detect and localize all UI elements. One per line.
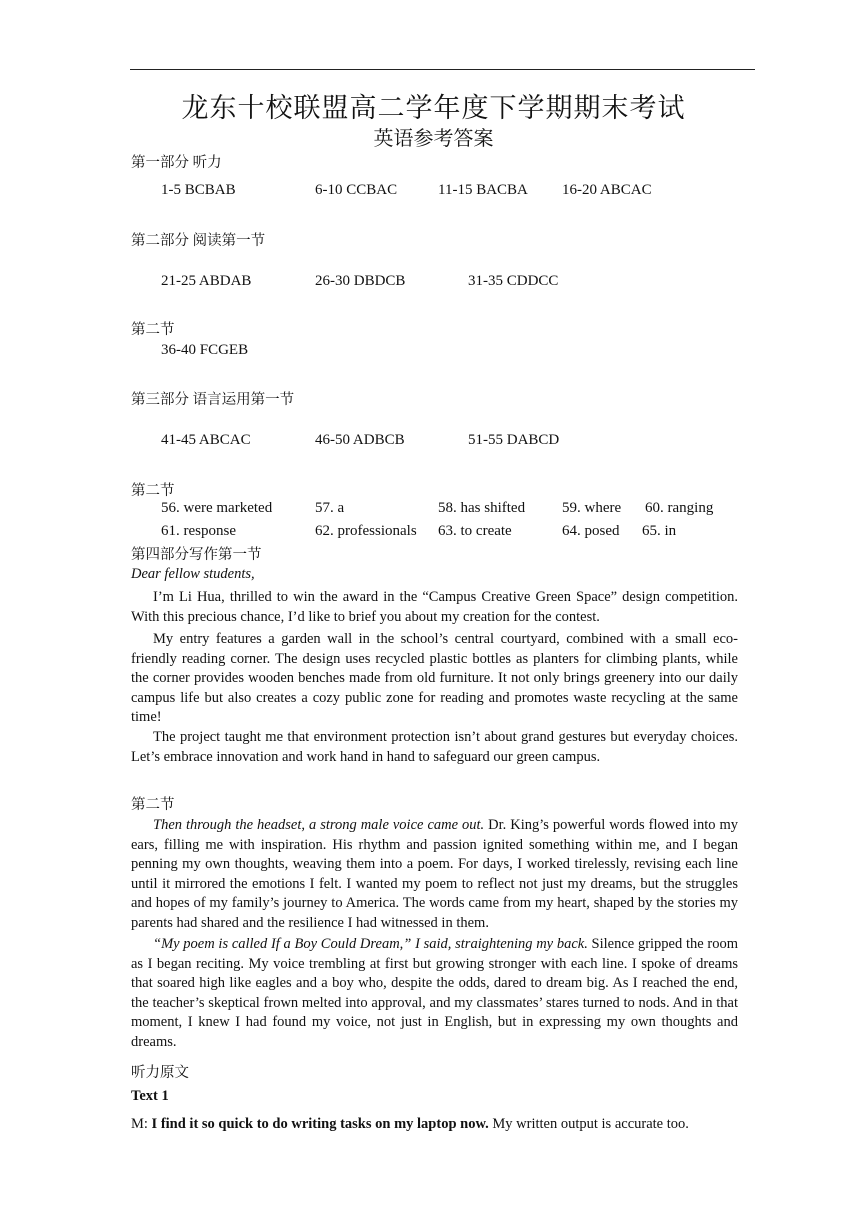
bold-sentence: I find it so quick to do writing tasks on my laptop now. — [151, 1116, 489, 1132]
part3-heading: 第三部分 语言运用第一节 — [131, 392, 295, 408]
fill-answer: 61. response — [161, 523, 236, 539]
answer-group: 41-45 ABCAC — [161, 432, 251, 448]
part4-heading: 第四部分写作第一节 — [131, 547, 262, 563]
speaker-label: M: — [131, 1116, 152, 1132]
fill-answer: 59. where — [562, 500, 622, 516]
fill-answer: 65. in — [642, 523, 677, 539]
answer-group: 16-20 ABCAC — [562, 182, 652, 198]
fill-answer: 56. were marketed — [161, 500, 273, 516]
page-title: 龙东十校联盟高二学年度下学期期末考试 — [181, 93, 686, 123]
transcript-line — [131, 1116, 751, 1133]
transcript-heading: 听力原文 — [131, 1065, 189, 1081]
answer-group: 46-50 ADBCB — [315, 432, 405, 448]
essay-paragraph: I’m Li Hua, thrilled to win the award in the “Campus Creative Green Space” design competition. With this precious chance, I’d like to brief you about my creation for the contest. — [131, 589, 738, 625]
answer-group: 51-55 DABCD — [468, 432, 560, 448]
essay-paragraph: The project taught me that environment protection isn’t about grand gestures but everyday choices. Let’s embrace innovation and work hand in hand to safeguard our green campus. — [131, 729, 738, 765]
paragraph-body: Silence gripped the room as I began reciting. My voice trembling at first but growing stronger with each line. I spoke of dreams that soared high like eagles and a boy who, despite the odds, dared to dream big. As I reached the end, the teacher’s skeptical frown melted into approval, and my classmates’ stares turned to nods. And in that moment, I knew I had found my voice, not just in English, but in expressing my own thoughts and dreams. — [131, 936, 738, 1050]
paragraph-opening: “My poem is called If a Boy Could Dream,” I said, straightening my back. — [153, 936, 588, 952]
continuation-paragraph — [131, 935, 738, 1052]
fill-answer: 58. has shifted — [438, 500, 526, 516]
page-subtitle: 英语参考答案 — [373, 128, 494, 150]
paragraph-opening: Then through the headset, a strong male voice came out. — [153, 817, 485, 833]
part2-section2-heading: 第二节 — [131, 322, 175, 338]
answer-group: 21-25 ABDAB — [161, 273, 252, 289]
fill-answer: 63. to create — [438, 523, 512, 539]
letter-salutation: Dear fellow students, — [131, 566, 255, 582]
text-label: Text 1 — [131, 1088, 169, 1104]
fill-answer: 62. professionals — [315, 523, 417, 539]
answer-group: 1-5 BCBAB — [161, 182, 236, 198]
answer-group: 11-15 BACBA — [438, 182, 528, 198]
transcript-rest: My written output is accurate too. — [488, 1116, 689, 1132]
part2-heading: 第二部分 阅读第一节 — [131, 233, 266, 249]
fill-answer: 57. a — [315, 500, 345, 516]
fill-answer: 64. posed — [562, 523, 620, 539]
fill-answer: 60. ranging — [645, 500, 714, 516]
paragraph-body: Dr. King’s powerful words flowed into my ears, filling me with inspiration. His rhythm and passion ignited something within me, and I began penning my own thoughts, weaving them into a poem. For days, I worked tirelessly, revising each line until it mirrored the emotions I felt. I wanted my poem to reflect not just my dreams, but the struggles and hopes of my family’s journey to America. The words came from my heart, shaped by the stories my parents had shared and the resilience I had witnessed in them. — [131, 817, 738, 931]
part1-heading: 第一部分 听力 — [131, 155, 222, 171]
part3-section2-heading: 第二节 — [131, 483, 175, 499]
answer-group: 36-40 FCGEB — [161, 342, 249, 358]
answer-group: 31-35 CDDCC — [468, 273, 559, 289]
part4-section2-heading: 第二节 — [131, 797, 175, 813]
continuation-paragraph — [131, 816, 738, 933]
answer-group: 26-30 DBDCB — [315, 273, 406, 289]
answer-group: 6-10 CCBAC — [315, 182, 398, 198]
essay-paragraph: My entry features a garden wall in the school’s central courtyard, combined with a small eco-friendly reading corner. The design uses recycled plastic bottles as planters for climbing plants, while the corner provides wooden benches made from old furniture. It not only brings greenery into our daily campus life but also creates a cozy public zone for reading and promotes waste recycling at the same time! — [131, 631, 738, 725]
top-rule — [130, 69, 755, 70]
